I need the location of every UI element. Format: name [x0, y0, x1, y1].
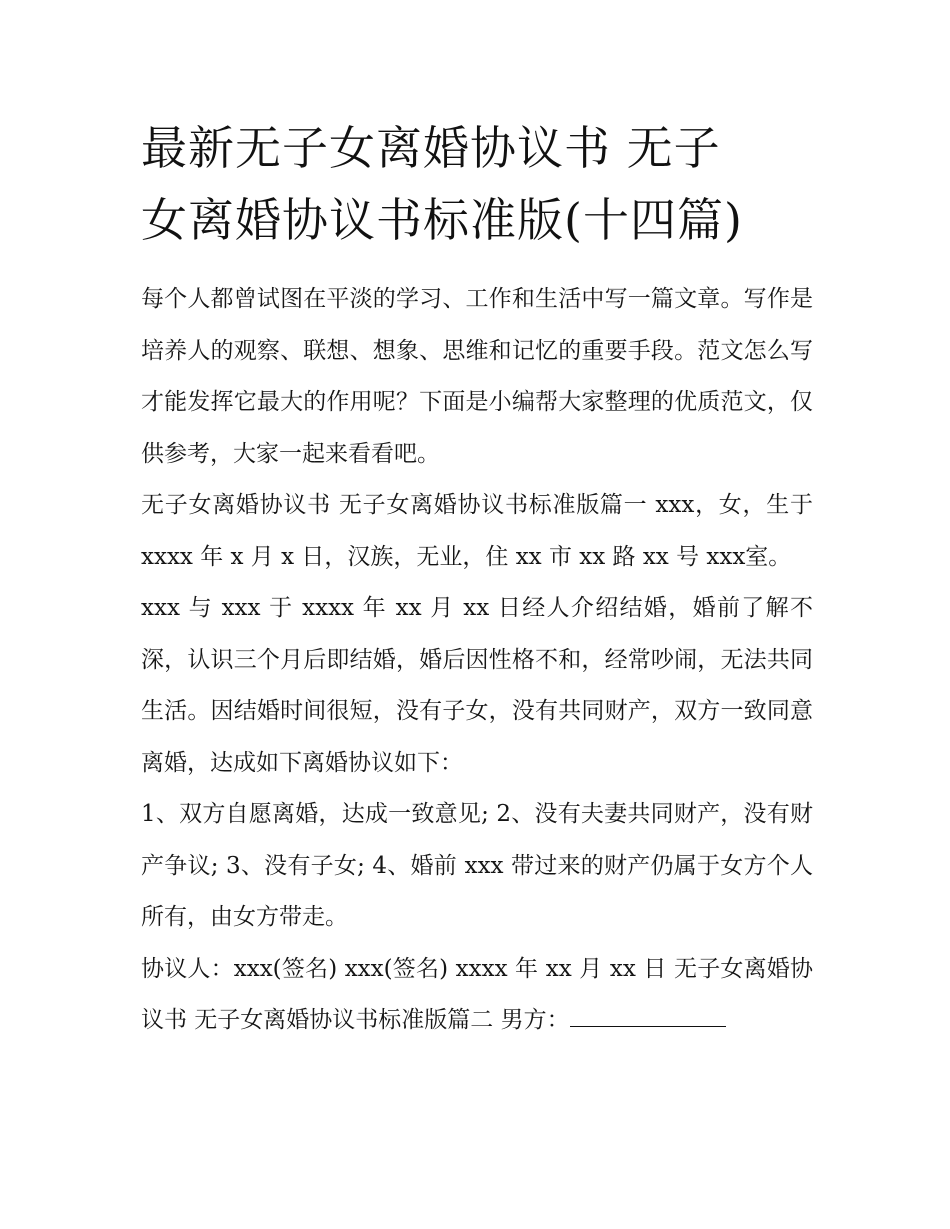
paragraph-terms: 1、双方自愿离婚，达成一致意见; 2、没有夫妻共同财产，没有财产争议; 3、没有子女; 4、婚前 xxx 带过来的财产仍属于女方个人所有，由女方带走。 [141, 801, 813, 930]
paragraph-signatures [141, 944, 813, 1047]
document-body [141, 274, 813, 1047]
blank-fill-line [570, 1008, 726, 1027]
document-title: 最新无子女离婚协议书 无子 女离婚协议书标准版(十四篇) [141, 121, 743, 247]
paragraph-party-info: 无子女离婚协议书 无子女离婚协议书标准版篇一 xxx，女，生于 xxxx 年 x 月 x 日，汉族，无业，住 xx 市 xx 路 xx 号 xxx室。 [141, 492, 813, 570]
signature-text: 协议人：xxx(签名) xxx(签名) xxxx 年 xx 月 xx 日 无子女离婚协议书 无子女离婚协议书标准版篇二 男方： [141, 955, 813, 1033]
paragraph-background: xxx 与 xxx 于 xxxx 年 xx 月 xx 日经人介绍结婚，婚前了解不深，认识三个月后即结婚，婚后因性格不和，经常吵闹，无法共同生活。因结婚时间很短，没有子女，没有共同财产，双方一致同意离婚，达成如下离婚协议如下： [141, 595, 813, 776]
paragraph-intro: 每个人都曾试图在平淡的学习、工作和生活中写一篇文章。写作是培养人的观察、联想、想象、思维和记忆的重要手段。范文怎么写才能发挥它最大的作用呢？下面是小编帮大家整理的优质范文，仅供参考，大家一起来看看吧。 [141, 286, 813, 467]
document-content [141, 112, 813, 1047]
